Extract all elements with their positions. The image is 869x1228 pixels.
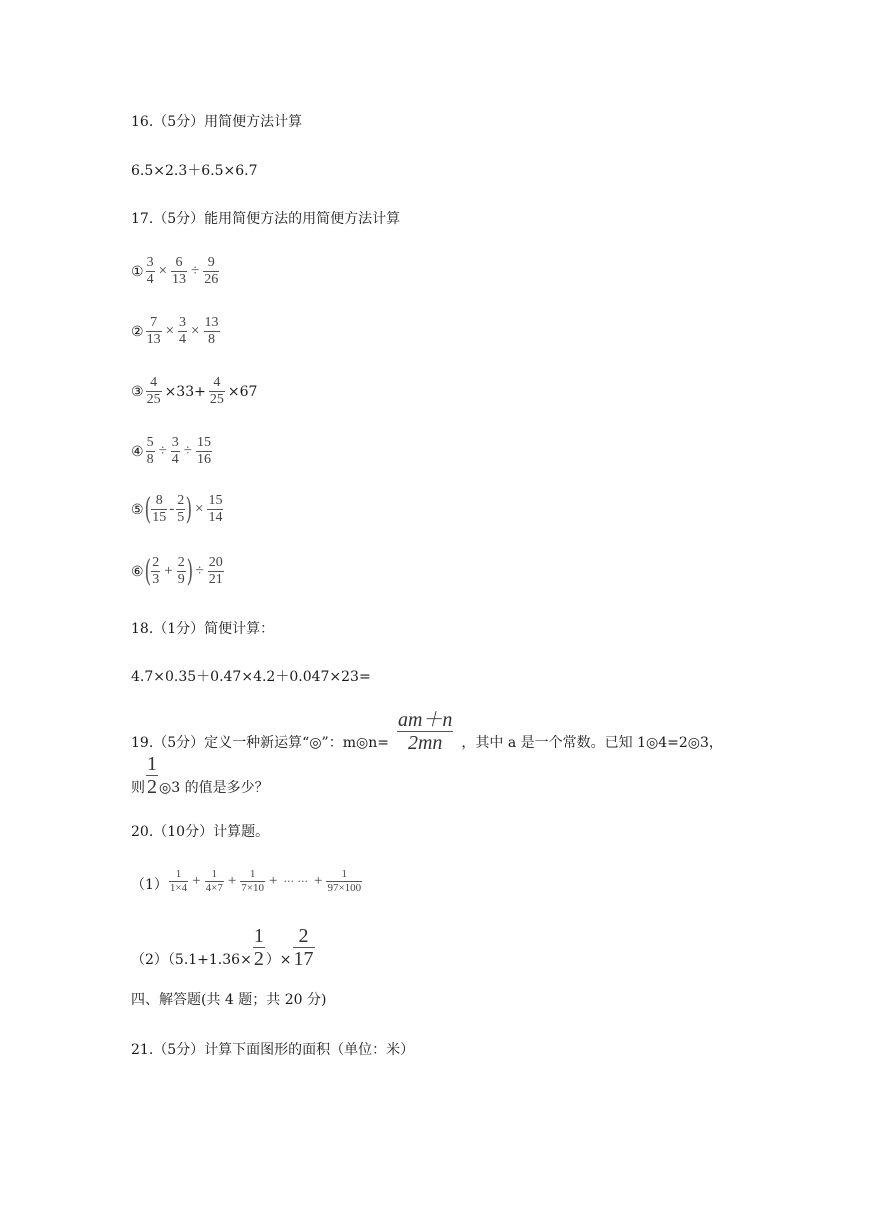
q16-expression: 6.5×2.3＋6.5×6.7 [131,163,258,179]
q17-item-2 [131,316,221,347]
fraction: $\frac{20}{21}$ [208,555,223,587]
q19-line2-suffix: ◎3 的值是多少？ [159,779,269,796]
fraction: $\frac{4}{25}$ [209,375,224,407]
fraction: $\frac{2}{5}$ [177,493,185,525]
ellipsis: ··· ··· [283,874,308,888]
fraction: $\frac{4}{25}$ [146,375,161,407]
fraction: $\frac{3}{4}$ [146,255,154,287]
item-marker: ④ [131,443,144,460]
fraction: $\frac{2}{9}$ [177,555,185,587]
q17-item-1 [131,256,220,287]
q17-item-5 [131,491,224,527]
q21-title: 21.（5分）计算下面图形的面积（单位：米） [131,1042,415,1058]
fraction: $\frac{3}{4}$ [171,435,179,467]
q19-prefix: 19.（5分）定义一种新运算“◎”：m◎n= [131,734,389,751]
q19-suffix: ，其中 a 是一个常数。已知 1◎4=2◎3， [461,734,723,751]
half-fraction: $\frac{1}{2}$ [147,753,157,798]
expression-middle: ）× [265,952,292,968]
right-paren: ) [186,553,193,589]
item-marker: ⑥ [131,563,144,580]
section-4-title: 四、解答题(共 4 题；共 20 分) [131,992,327,1008]
part-label: （1） [131,877,168,893]
item-marker: ⑤ [131,501,144,518]
definition-fraction: $\frac{am+n}{2mn}$ [397,709,453,754]
q17-item-3 [131,376,257,407]
operator: × [165,323,175,339]
operator: × [195,501,204,517]
fraction: $\frac{1}{1\times 4}$ [169,867,188,894]
operator: ÷ [191,263,200,279]
q20-part-1 [131,868,363,894]
fraction: $\frac{15}{16}$ [197,435,212,467]
fraction: $\frac{9}{26}$ [204,255,219,287]
operator: × [191,323,200,339]
half-fraction: $\frac{1}{2}$ [253,924,264,970]
item-marker: ① [131,263,144,280]
q17-title: 17.（5分）能用简便方法的用简便方法计算 [131,211,401,227]
fraction: $\frac{1}{7\times 10}$ [241,867,265,894]
fraction: $\frac{7}{13}$ [146,315,161,347]
q20-title: 20.（10分）计算题。 [131,824,270,840]
fraction: $\frac{2}{17}$ [293,924,314,970]
fraction: $\frac{1}{4\times 7}$ [205,867,223,894]
operator: ÷ [183,443,193,459]
operator: - [169,501,175,517]
operator: + [192,872,201,889]
fraction: $\frac{5}{8}$ [146,435,154,467]
operator: ÷ [158,443,167,459]
q17-item-4 [131,436,213,467]
left-paren: ( [144,553,151,589]
fraction: $\frac{6}{13}$ [172,255,187,287]
operator: + [164,563,173,579]
operator: + [227,872,237,889]
operator: × [158,263,168,279]
q17-item-6 [131,553,225,589]
item-marker: ③ [131,383,144,400]
q20-part-2 [131,925,316,969]
expression-middle: ×33+ [164,383,206,400]
fraction: $\frac{2}{3}$ [152,555,160,587]
operator: + [313,872,323,889]
fraction: $\frac{1}{97\times 100}$ [327,867,362,894]
right-paren: ) [185,491,193,527]
fraction: $\frac{8}{15}$ [152,493,167,525]
q18-expression: 4.7×0.35＋0.47×4.2＋0.047×23= [131,669,371,685]
fraction: $\frac{15}{14}$ [208,493,223,525]
operator: ÷ [195,563,204,579]
q19-line-1 [131,710,723,753]
q19-line2-prefix: 则 [131,779,145,796]
item-marker: ② [131,323,144,340]
q16-title: 16.（5分）用简便方法计算 [131,114,303,130]
expression-tail: ×67 [227,383,258,400]
q19-line-2 [131,754,269,797]
left-paren: ( [144,491,151,527]
q18-title: 18.（1分）简便计算： [131,621,275,637]
fraction: $\frac{3}{4}$ [179,315,187,347]
operator: + [269,872,278,889]
fraction: $\frac{13}{8}$ [204,315,219,347]
part-label: （2）（5.1+1.36× [131,952,252,968]
